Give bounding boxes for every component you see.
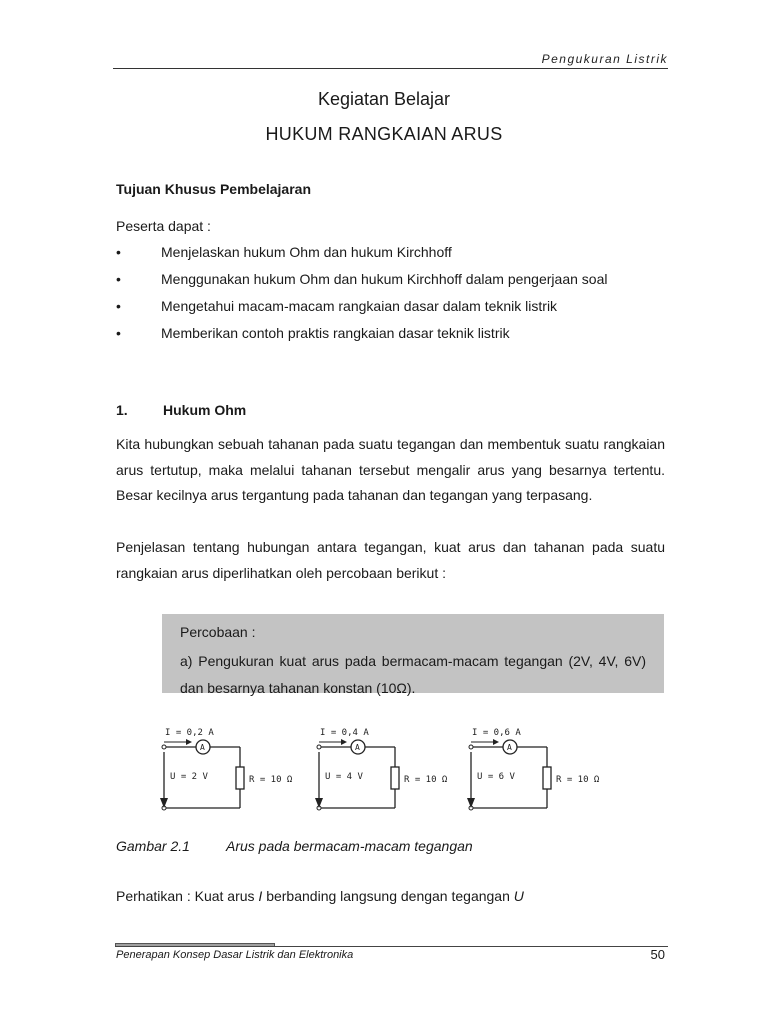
resistance-label: R = 10 Ω — [249, 775, 293, 785]
note-prefix: Perhatikan : Kuat arus — [116, 888, 259, 904]
note-text — [116, 888, 524, 904]
bullet-icon: • — [116, 244, 121, 260]
note-middle: berbanding langsung dengan tegangan — [262, 888, 514, 904]
resistor-icon — [543, 767, 551, 789]
arrowhead-icon — [341, 739, 347, 745]
ammeter-label: A — [507, 743, 512, 752]
terminal-icon — [317, 745, 321, 749]
terminal-icon — [162, 745, 166, 749]
current-label: I = 0,6 A — [472, 728, 521, 738]
section-number: 1. — [116, 402, 128, 418]
arrowhead-icon — [467, 798, 475, 808]
resistance-label: R = 10 Ω — [404, 775, 448, 785]
arrowhead-icon — [315, 798, 323, 808]
voltage-label: U = 6 V — [477, 772, 515, 782]
page-subtitle: HUKUM RANGKAIAN ARUS — [265, 124, 503, 144]
experiment-text: a) Pengukuran kuat arus pada bermacam-macam tegangan (2V, 4V, 6V) dan besarnya tahanan konstan (10Ω). — [180, 653, 646, 696]
note-var-u: U — [513, 888, 524, 904]
bullet-icon: • — [116, 271, 121, 287]
footer-divider — [115, 946, 668, 947]
figure-caption-text: Arus pada bermacam-macam tegangan — [226, 838, 473, 854]
paragraph: Kita hubungkan sebuah tahanan pada suatu tegangan dan membentuk suatu rangkaian arus tertutup, maka melalui tahanan tersebut mengalir arus yang besarnya tertentu. Besar kecilnya arus tergantung pada tahanan dan tegangan yang terpasang. — [116, 436, 665, 503]
arrowhead-icon — [493, 739, 499, 745]
arrowhead-icon — [186, 739, 192, 745]
objective-text: Menggunakan hukum Ohm dan hukum Kirchhoff dalam pengerjaan soal — [161, 271, 608, 287]
circuit-diagram — [305, 722, 448, 822]
experiment-label: Percobaan : — [180, 624, 256, 640]
paragraph: Penjelasan tentang hubungan antara tegangan, kuat arus dan tahanan pada suatu rangkaian arus diperlihatkan oleh percobaan berikut : — [116, 539, 665, 581]
circuit-diagram — [150, 722, 293, 822]
objectives-heading: Tujuan Khusus Pembelajaran — [116, 181, 312, 197]
resistance-label: R = 10 Ω — [556, 775, 600, 785]
footer-title: Penerapan Konsep Dasar Listrik dan Elektronika — [116, 949, 354, 961]
ammeter-label: A — [355, 743, 360, 752]
current-label: I = 0,4 A — [320, 728, 369, 738]
header-divider — [113, 68, 668, 69]
objective-text: Mengetahui macam-macam rangkaian dasar dalam teknik listrik — [161, 298, 558, 314]
ammeter-label: A — [200, 743, 205, 752]
resistor-icon — [236, 767, 244, 789]
objectives-intro: Peserta dapat : — [116, 218, 211, 234]
bullet-icon: • — [116, 325, 121, 341]
voltage-label: U = 2 V — [170, 772, 208, 782]
note-var-i: I — [258, 888, 263, 904]
current-label: I = 0,2 A — [165, 728, 214, 738]
arrowhead-icon — [160, 798, 168, 808]
objective-text: Menjelaskan hukum Ohm dan hukum Kirchhoff — [161, 244, 452, 260]
page-number: 50 — [650, 947, 665, 962]
terminal-icon — [469, 745, 473, 749]
voltage-label: U = 4 V — [325, 772, 363, 782]
resistor-icon — [391, 767, 399, 789]
figure-number: Gambar 2.1 — [116, 838, 190, 854]
running-header: Pengukuran Listrik — [541, 52, 668, 66]
circuit-diagram — [457, 722, 600, 822]
objective-text: Memberikan contoh praktis rangkaian dasar teknik listrik — [161, 325, 510, 341]
bullet-icon: • — [116, 298, 121, 314]
page-title: Kegiatan Belajar — [317, 89, 451, 109]
section-title: Hukum Ohm — [163, 402, 247, 418]
